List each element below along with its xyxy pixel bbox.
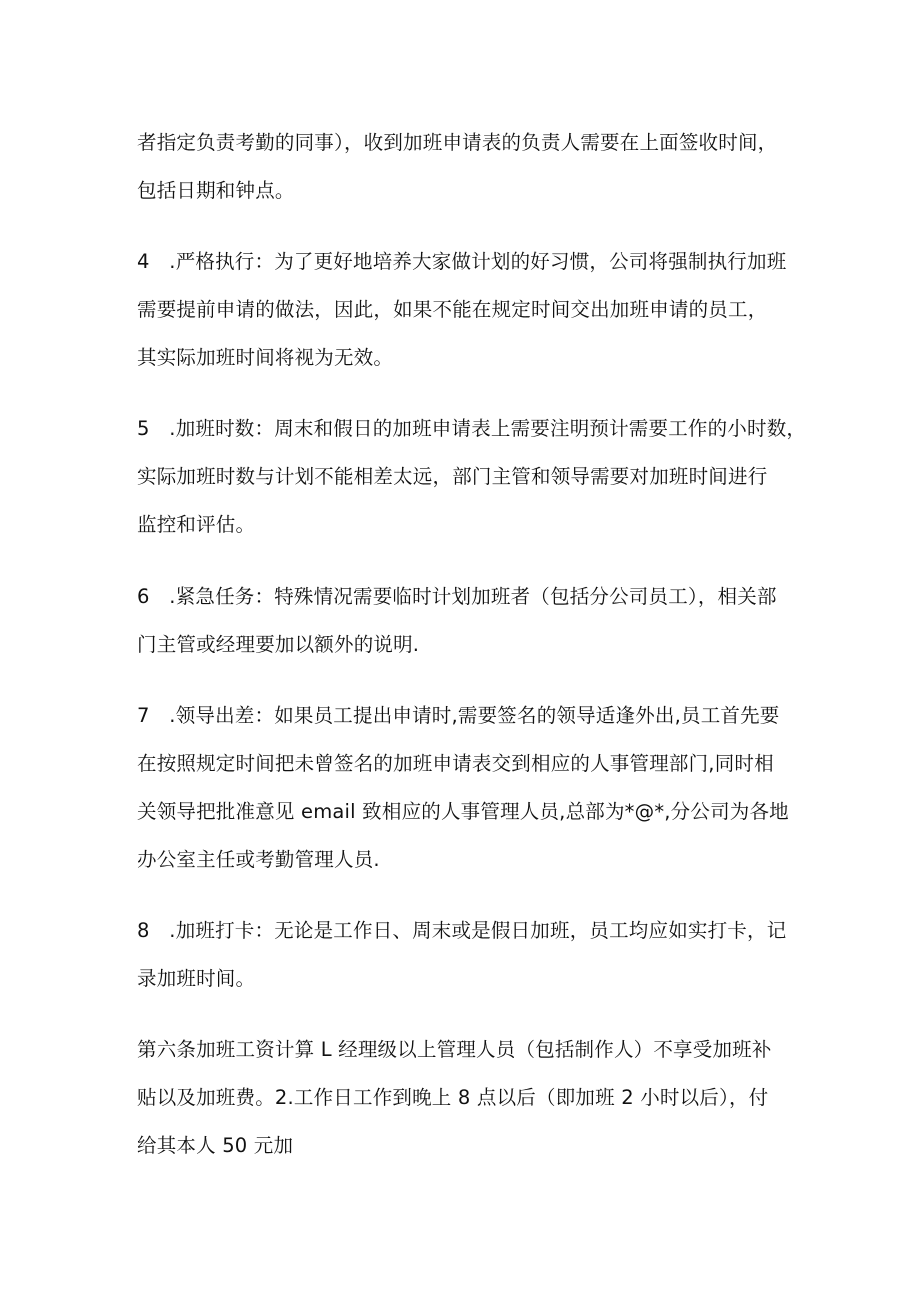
text-line: 4 .严格执行：为了更好地培养大家做计划的好习惯，公司将强制执行加班 — [137, 250, 787, 273]
paragraph-item-4 — [137, 238, 817, 382]
text-line: 贴以及加班费。2.工作日工作到晚上 8 点以后（即加班 2 小时以后），付 — [137, 1086, 769, 1109]
text-line: 需要提前申请的做法，因此，如果不能在规定时间交出加班申请的员工， — [137, 298, 768, 321]
text-line: 办公室主任或考勤管理人员. — [137, 848, 380, 871]
text-line: 包括日期和钟点。 — [137, 179, 295, 202]
text-line: 监控和评估。 — [137, 513, 256, 536]
text-line: 7 .领导出差：如果员工提出申请时,需要签名的领导适逢外出,员工首先要 — [137, 704, 780, 727]
text-line: 实际加班时数与计划不能相差太远，部门主管和领导需要对加班时间进行 — [137, 465, 768, 488]
text-line: 门主管或经理要加以额外的说明. — [137, 633, 420, 656]
text-line: 8 .加班打卡：无论是工作日、周末或是假日加班，员工均应如实打卡，记 — [137, 919, 787, 942]
text-line: 者指定负责考勤的同事），收到加班申请表的负责人需要在上面签收时间， — [137, 131, 778, 154]
text-line: 在按照规定时间把未曾签名的加班申请表交到相应的人事管理部门,同时相 — [137, 752, 774, 775]
text-line: 第六条加班工资计算 L 经理级以上管理人员（包括制作人）不享受加班补 — [137, 1038, 772, 1061]
paragraph-item-8 — [137, 907, 817, 1003]
paragraph-item-7 — [137, 692, 817, 884]
text-line: 关领导把批准意见 email 致相应的人事管理人员,总部为*@*,分公司为各地 — [137, 800, 789, 823]
paragraph-item-6 — [137, 573, 817, 669]
text-line: 其实际加班时间将视为无效。 — [137, 346, 394, 369]
paragraph-article-6 — [137, 1026, 817, 1170]
paragraph-continuation — [137, 119, 817, 215]
paragraph-item-5 — [137, 405, 817, 549]
text-line: 录加班时间。 — [137, 967, 256, 990]
text-line: 5 .加班时数：周末和假日的加班申请表上需要注明预计需要工作的小时数， — [137, 417, 807, 440]
text-line: 6 .紧急任务：特殊情况需要临时计划加班者（包括分公司员工），相关部 — [137, 585, 777, 608]
text-line: 给其本人 50 元加 — [137, 1134, 294, 1157]
